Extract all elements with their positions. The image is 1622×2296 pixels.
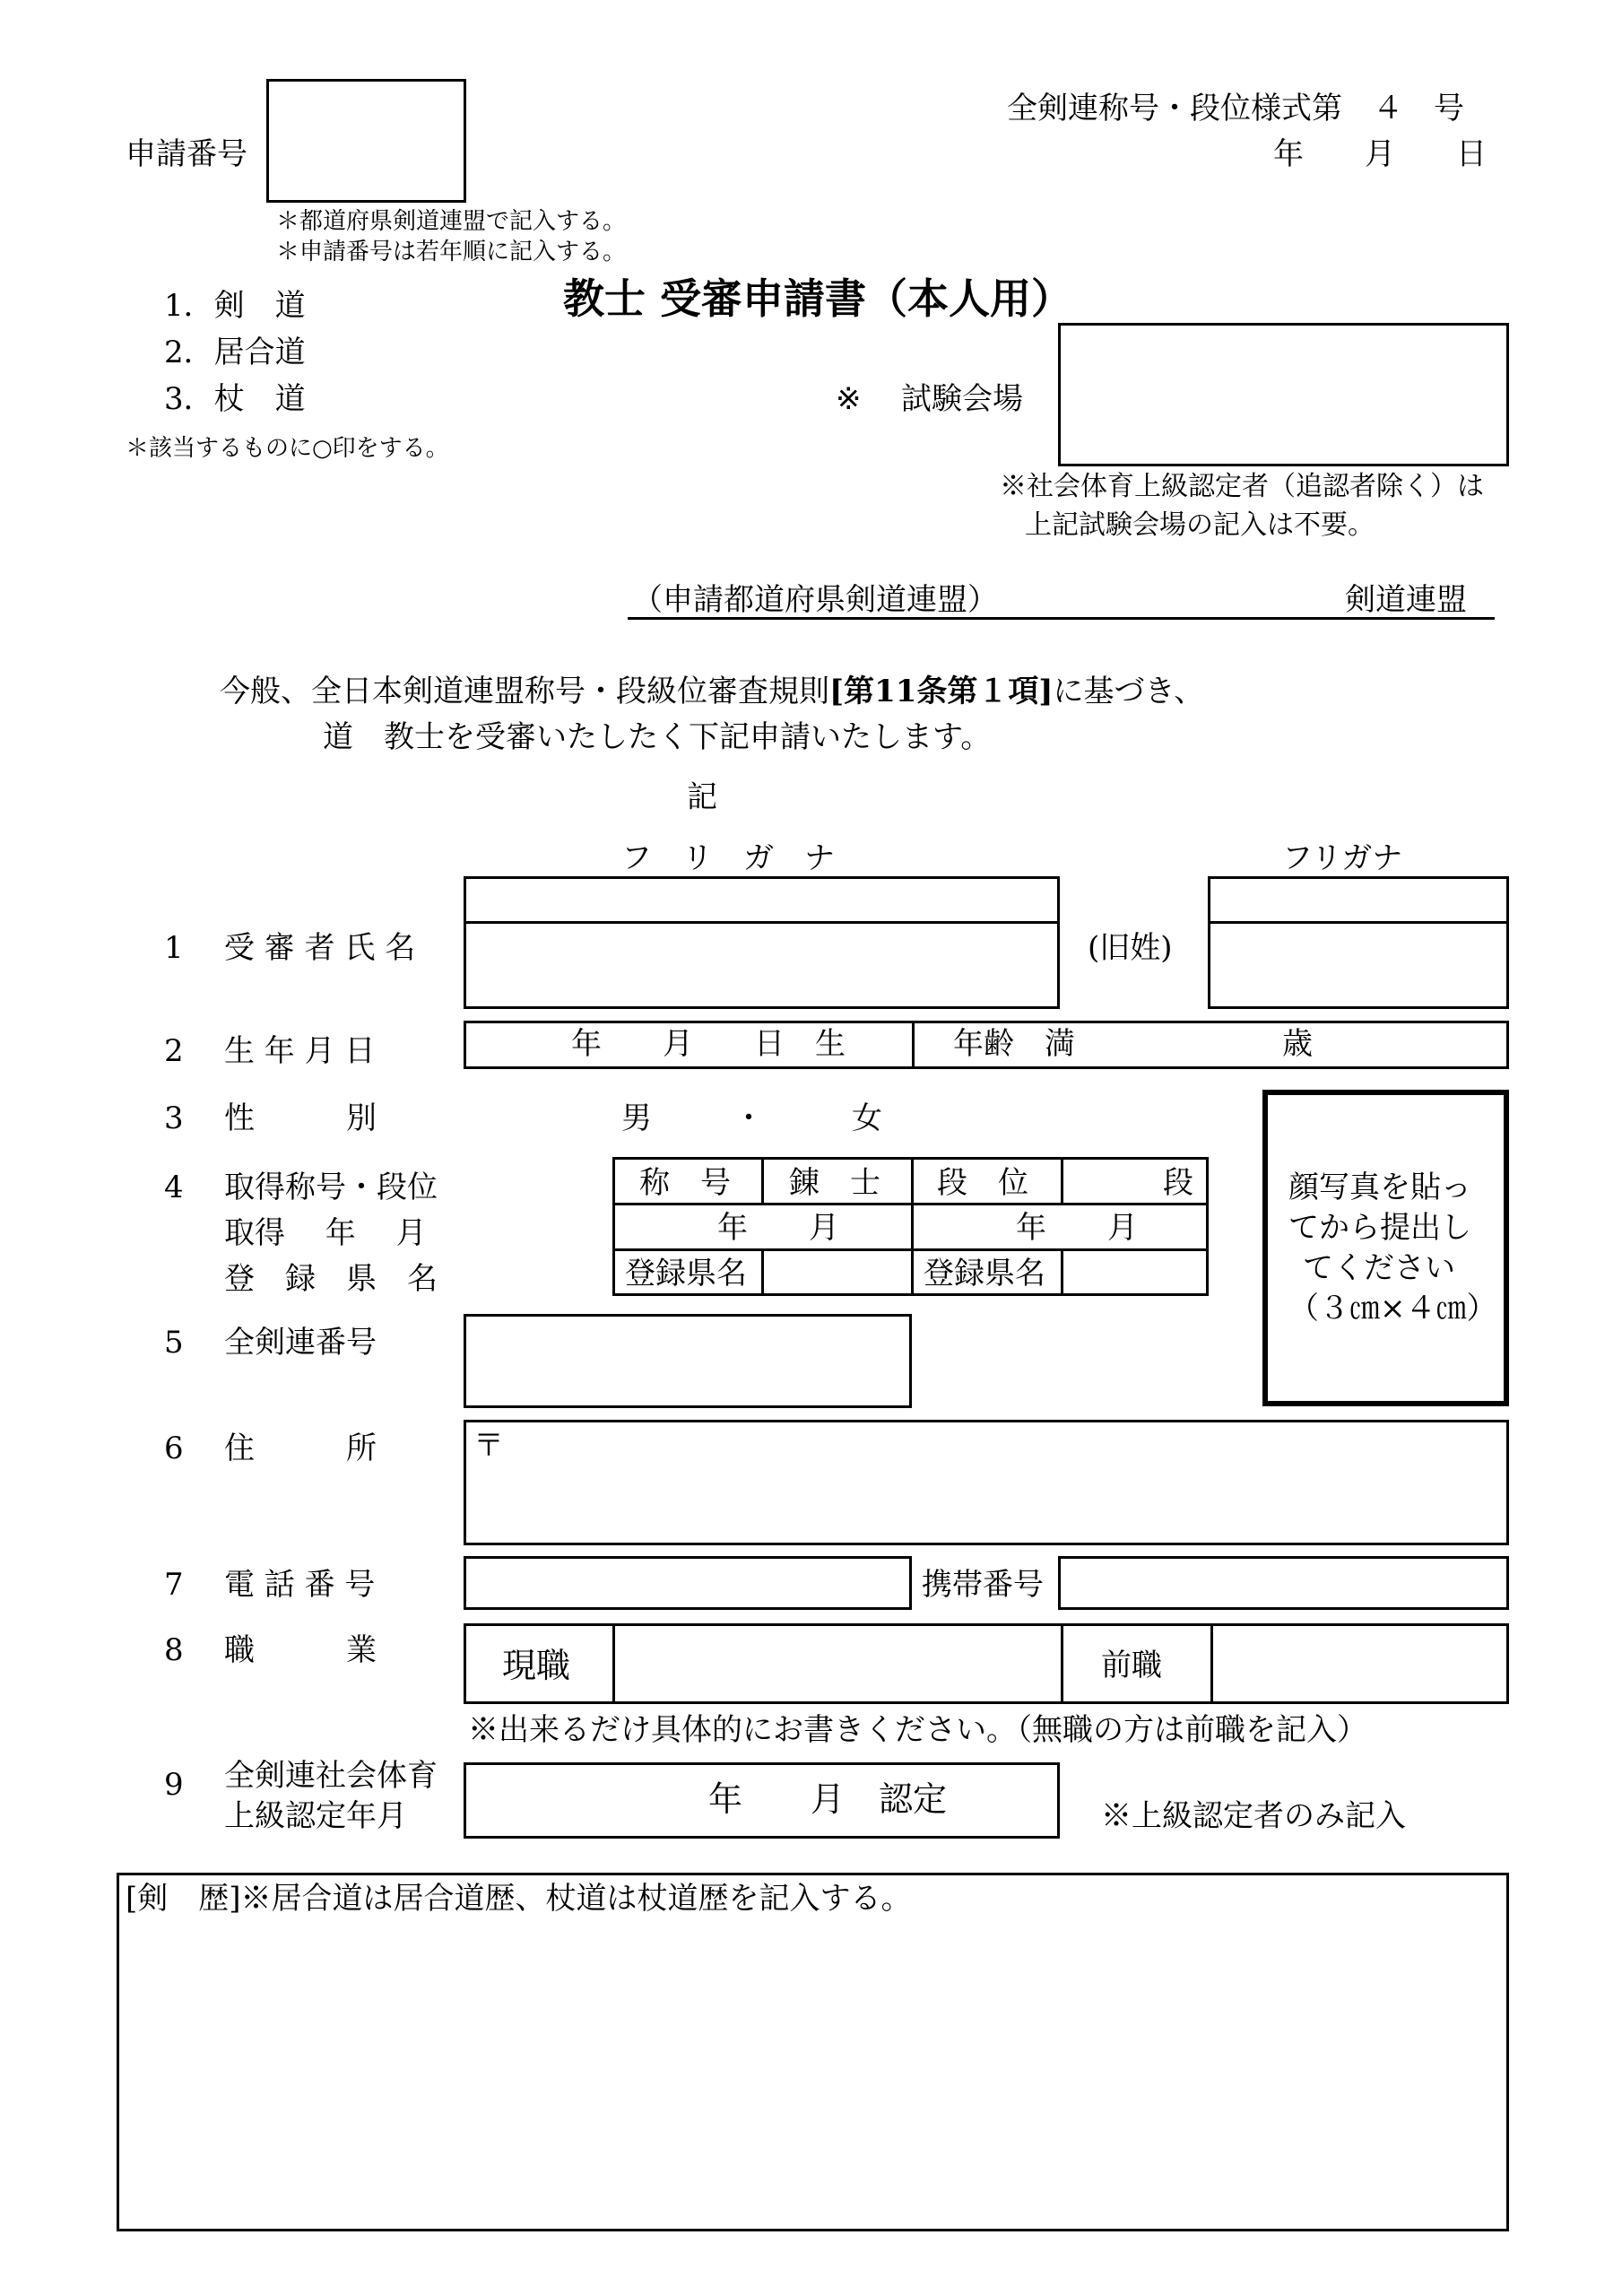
furigana-label: フ リ ガ ナ bbox=[621, 840, 835, 876]
discipline-kendo[interactable]: 1．剣 道 bbox=[164, 288, 306, 324]
current-job-label: 現職 bbox=[502, 1646, 571, 1685]
mobile-label: 携帯番号 bbox=[922, 1567, 1044, 1603]
former-job-label: 前職 bbox=[1101, 1648, 1162, 1683]
age-label: 年齢 満 bbox=[953, 1026, 1075, 1062]
age-unit[interactable]: 歳 bbox=[1282, 1026, 1313, 1062]
venue-note-2: 上記試験会場の記入は不要。 bbox=[1025, 509, 1375, 541]
row-num-1: 1 bbox=[164, 930, 184, 966]
birth-label: 生 年 月 日 bbox=[224, 1033, 376, 1069]
cert-value: 年 月 認定 bbox=[708, 1779, 948, 1819]
history-label: [剣 歴]※居合道は居合道歴、杖道は杖道歴を記入する。 bbox=[126, 1881, 912, 1917]
photo-instruction-2: てから提出し bbox=[1288, 1210, 1471, 1246]
venue-field[interactable] bbox=[1058, 323, 1509, 466]
ki-heading: 記 bbox=[687, 779, 717, 815]
photo-instruction-1: 顔写真を貼っ bbox=[1288, 1170, 1471, 1205]
row-num-3: 3 bbox=[164, 1100, 184, 1136]
photo-instruction-3: てください bbox=[1303, 1250, 1455, 1286]
row-num-7: 7 bbox=[164, 1567, 184, 1603]
cert-label-2: 上級認定年月 bbox=[224, 1798, 407, 1834]
rank-pref-input-2[interactable] bbox=[1061, 1248, 1204, 1291]
maiden-furigana-label: フリガナ bbox=[1282, 840, 1403, 876]
venue-mark: ※ bbox=[836, 381, 862, 417]
page-title: 教士 受審申請書（本人用） bbox=[563, 274, 1073, 323]
current-job-input[interactable] bbox=[612, 1626, 1056, 1701]
name-furigana-input[interactable] bbox=[466, 879, 1057, 918]
member-number-label: 全剣連番号 bbox=[224, 1325, 377, 1361]
rank-pref-label-2: 登録県名 bbox=[924, 1256, 1045, 1292]
birth-date-input[interactable]: 年 月 日 生 bbox=[571, 1026, 846, 1062]
maiden-name-input[interactable] bbox=[1210, 921, 1506, 1006]
sex-dot: ・ bbox=[733, 1100, 764, 1136]
maiden-furigana-input[interactable] bbox=[1210, 879, 1506, 918]
rank-label-2: 取得 年 月 bbox=[224, 1215, 427, 1251]
photo-box[interactable] bbox=[1262, 1090, 1509, 1406]
phone-label: 電 話 番 号 bbox=[224, 1567, 376, 1603]
name-label: 受 審 者 氏 名 bbox=[224, 930, 416, 966]
application-number-field[interactable] bbox=[266, 79, 466, 203]
photo-size-note: （３㎝×４㎝） bbox=[1288, 1291, 1497, 1326]
discipline-iaido[interactable]: 2．居合道 bbox=[164, 335, 306, 370]
statement-line-1: 今般、全日本剣道連盟称号・段級位審査規則[第11条第１項]に基づき、 bbox=[220, 674, 1205, 709]
row-num-2: 2 bbox=[164, 1033, 184, 1069]
rank-title-date-input[interactable]: 年 月 bbox=[717, 1210, 839, 1246]
rank-pref-input[interactable] bbox=[761, 1248, 907, 1291]
rank-label-1: 取得称号・段位 bbox=[224, 1170, 438, 1205]
form-code: 全剣連称号・段位様式第 ４ 号 bbox=[1007, 91, 1464, 126]
venue-note-1: ※社会体育上級認定者（追認者除く）は bbox=[1000, 471, 1484, 502]
note-order: ＊申請番号は若年順に記入する。 bbox=[276, 239, 627, 265]
row-num-5: 5 bbox=[164, 1325, 184, 1361]
name-input[interactable] bbox=[466, 921, 1057, 1006]
rank-dan-date-input[interactable]: 年 月 bbox=[1016, 1210, 1138, 1246]
cert-note: ※上級認定者のみ記入 bbox=[1101, 1798, 1406, 1834]
rank-pref-label: 登録県名 bbox=[625, 1256, 747, 1292]
discipline-jodo[interactable]: 3．杖 道 bbox=[164, 381, 306, 417]
former-job-input[interactable] bbox=[1210, 1626, 1506, 1701]
maiden-label: (旧姓) bbox=[1088, 930, 1173, 966]
note-federation-fill: ＊都道府県剣道連盟で記入する。 bbox=[276, 208, 627, 235]
rank-dan-label: 段 位 bbox=[937, 1165, 1028, 1201]
address-label: 住 所 bbox=[224, 1431, 377, 1466]
cert-label-1: 全剣連社会体育 bbox=[224, 1758, 438, 1794]
job-label: 職 業 bbox=[224, 1632, 377, 1668]
postal-mark: 〒 bbox=[473, 1428, 504, 1464]
rank-title-value: 錬 士 bbox=[789, 1165, 880, 1201]
discipline-note: ＊該当するものに○印をする。 bbox=[126, 435, 449, 462]
address-input[interactable] bbox=[464, 1420, 1509, 1545]
sex-label: 性 別 bbox=[224, 1100, 377, 1136]
rank-title-label: 称 号 bbox=[639, 1165, 731, 1201]
statement-line-2: 道 教士を受審いたしたく下記申請いたします。 bbox=[323, 719, 992, 755]
rank-label-3: 登 録 県 名 bbox=[224, 1261, 438, 1297]
federation-label: （申請都道府県剣道連盟） bbox=[632, 582, 998, 618]
row-num-6: 6 bbox=[164, 1431, 184, 1466]
mobile-input[interactable] bbox=[1058, 1556, 1509, 1610]
venue-label: 試験会場 bbox=[901, 381, 1023, 417]
phone-input[interactable] bbox=[464, 1556, 912, 1610]
row-num-9: 9 bbox=[164, 1767, 184, 1803]
federation-suffix: 剣道連盟 bbox=[1345, 582, 1467, 618]
date-line[interactable]: 年 月 日 bbox=[1273, 136, 1487, 172]
history-field[interactable] bbox=[117, 1873, 1509, 2231]
row-num-4: 4 bbox=[164, 1170, 184, 1205]
application-number-label: 申請番号 bbox=[126, 136, 247, 172]
rank-dan-input[interactable]: 段 bbox=[1163, 1165, 1193, 1201]
sex-male[interactable]: 男 bbox=[621, 1100, 652, 1136]
member-number-input[interactable] bbox=[464, 1314, 912, 1408]
row-num-8: 8 bbox=[164, 1632, 184, 1668]
job-note: ※出来るだけ具体的にお書きください。（無職の方は前職を記入） bbox=[468, 1712, 1367, 1748]
sex-female[interactable]: 女 bbox=[852, 1100, 882, 1136]
federation-underline[interactable] bbox=[628, 617, 1495, 620]
